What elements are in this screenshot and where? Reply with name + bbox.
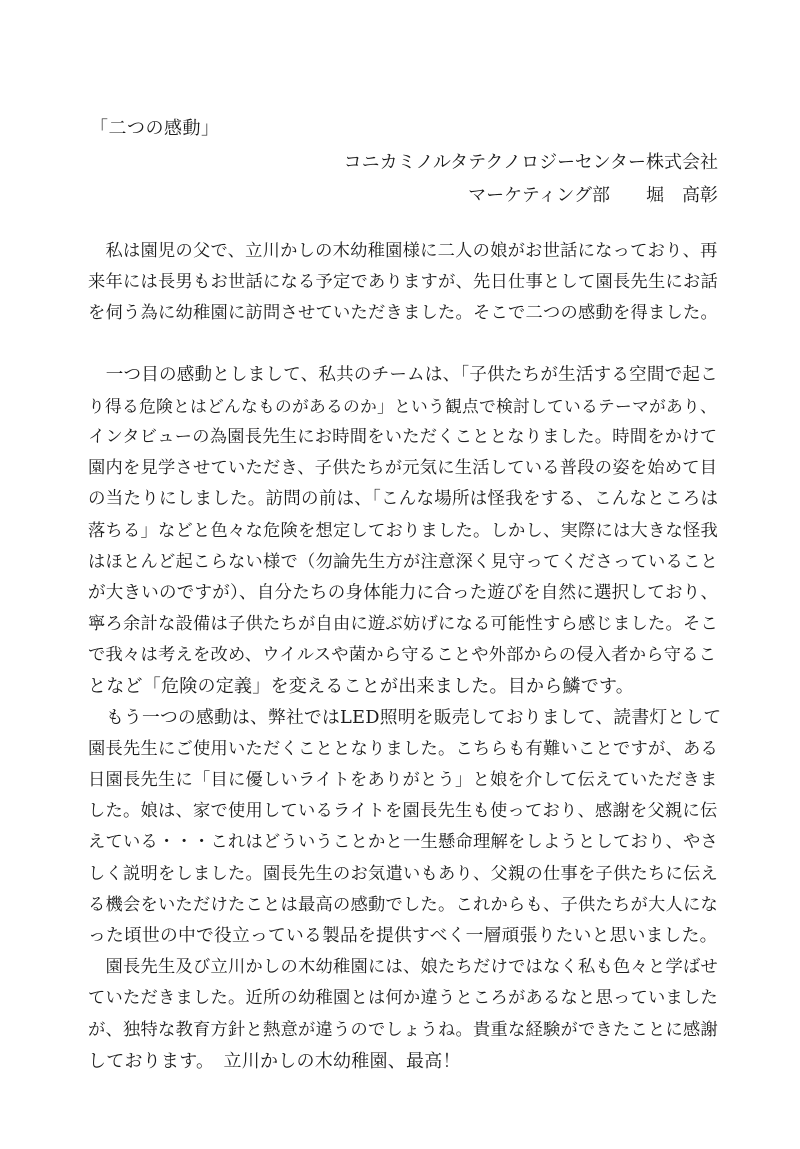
- text-line: 寧ろ余計な設備は子供たちが自由に遊ぶ妨げになる可能性すら感じました。そこ: [88, 614, 719, 635]
- text-line: しております。 立川かしの木幼稚園、最高！: [88, 1050, 461, 1072]
- text-line: を伺う為に幼稚園に訪問させていただきました。そこで二つの感動を得ました。: [88, 303, 719, 324]
- text-line: しく説明をしました。園長先生のお気遣いもあり、父親の仕事を子供たちに伝え: [88, 863, 719, 884]
- text-line: インタビューの為園長先生にお時間をいただくこととなりました。時間をかけて: [88, 426, 718, 447]
- text-line: えている・・・これはどういうことかと一生懸命理解をしようとしており、やさ: [88, 832, 719, 853]
- text-line: もう一つの感動は、弊社ではLED照明を販売しておりまして、読書灯として: [88, 707, 722, 728]
- text-line: ていただきました。近所の幼稚園とは何か違うところがあるなと思っていました: [88, 988, 719, 1009]
- text-line: はほとんど起こらない様で（勿論先生方が注意深く見守ってくださっていること: [88, 551, 719, 572]
- document-title: 「二つの感動」: [90, 118, 220, 139]
- text-line: で我々は考えを改め、ウイルスや菌から守ることや外部からの侵入者から守るこ: [88, 645, 717, 666]
- text-line: る機会をいただけたことは最高の感動でした。これからも、子供たちが大人にな: [88, 894, 719, 915]
- text-line: った頃世の中で役立っている製品を提供すべく一層頑張りたいと思いました。: [88, 925, 718, 946]
- paragraph-gap: [88, 330, 724, 360]
- text-line: 落ちる」などと色々な危険を想定しておりました。しかし、実際には大きな怪我: [88, 520, 719, 541]
- paragraph-closing: [88, 952, 724, 1077]
- text-line: した。娘は、家で使用しているライトを園長先生も使っており、感謝を父親に伝: [88, 801, 718, 822]
- text-line: が、独特な教育方針と熱意が違うのでしょうね。貴重な経験ができたことに感謝: [88, 1019, 719, 1040]
- text-line: が大きいのですが）、自分たちの身体能力に合った遊びを自然に選択しており、: [88, 582, 719, 603]
- document-body: [88, 236, 724, 1077]
- author-department: マーケティング部 堀 高彰: [468, 185, 718, 206]
- text-line: 園長先生及び立川かしの木幼稚園には、娘たちだけではなく私も色々と学ばせ: [88, 957, 719, 978]
- paragraph-second-impression: [88, 703, 724, 953]
- text-line: 園長先生にご使用いただくこととなりました。こちらも有難いことですが、ある: [88, 738, 719, 759]
- paragraph-intro: [88, 236, 724, 330]
- text-line: 日園長先生に「目に優しいライトをありがとう」と娘を介して伝えていただきま: [88, 770, 718, 790]
- text-line: り得る危険とはどんなものがあるのか」という観点で検討しているテーマがあり、: [88, 395, 718, 416]
- text-line: 園内を見学させていただき、子供たちが元気に生活している普段の姿を始めて目: [88, 458, 718, 479]
- author-company: コニカミノルタテクノロジーセンター株式会社: [343, 152, 718, 173]
- text-line: の当たりにしました。訪問の前は、「こんな場所は怪我をする、こんなところは: [88, 489, 719, 510]
- text-line: 来年には長男もお世話になる予定でありますが、先日仕事として園長先生にお話: [88, 272, 719, 293]
- text-line: 私は園児の父で、立川かしの木幼稚園様に二人の娘がお世話になっており、再: [88, 241, 718, 261]
- text-line: 一つ目の感動としまして、私共のチームは、「子供たちが生活する空間で起こ: [88, 364, 718, 385]
- paragraph-first-impression: [88, 360, 724, 703]
- author-block: [344, 146, 718, 212]
- text-line: となど「危険の定義」を変えることが出来ました。目から鱗です。: [88, 676, 635, 698]
